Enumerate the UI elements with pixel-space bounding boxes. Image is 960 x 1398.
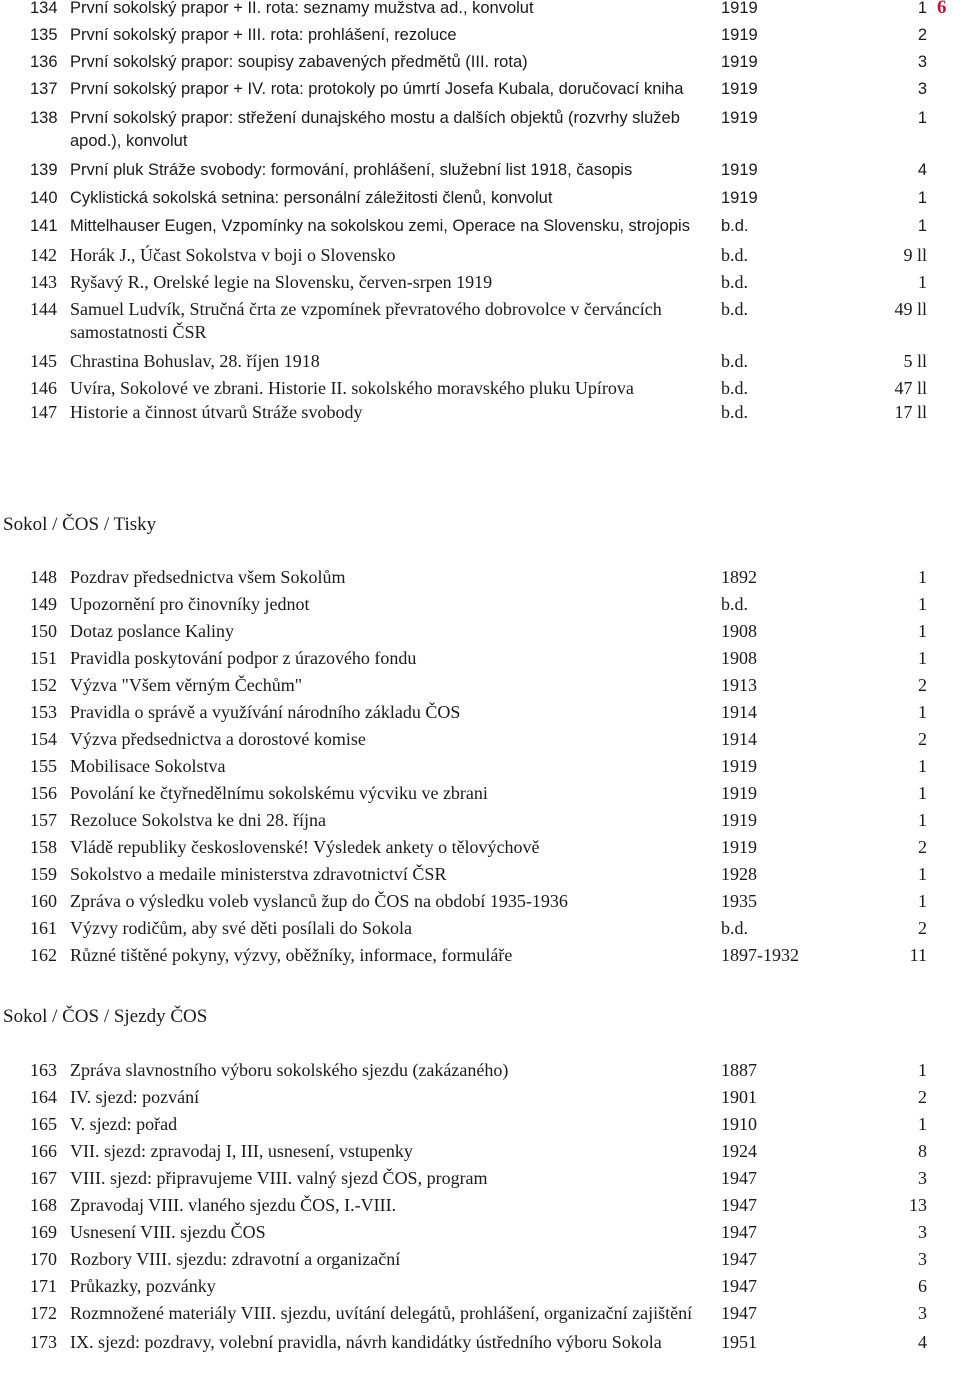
item-count: 9 ll [903, 245, 927, 265]
item-title: Výzva předsednictva a dorostové komise [70, 729, 366, 749]
item-title: První sokolský prapor + II. rota: seznamy mužstva ad., konvolut [70, 0, 534, 17]
item-title: IV. sjezd: pozvání [70, 1087, 200, 1107]
item-number: 153 [30, 702, 57, 722]
item-number: 162 [30, 945, 57, 965]
item-year: 1913 [721, 675, 757, 695]
list-item [0, 728, 940, 751]
item-year: b.d. [721, 299, 748, 319]
item-year: 1947 [721, 1303, 757, 1323]
page-number: 6 [937, 0, 947, 18]
item-number: 159 [30, 864, 57, 884]
section-1-list [0, 0, 940, 424]
list-item [0, 1086, 940, 1109]
section-heading: Sokol / ČOS / Sjezdy ČOS [3, 1006, 208, 1027]
item-count: 1 [917, 0, 927, 17]
item-count: 1 [918, 648, 927, 668]
item-number: 173 [30, 1332, 57, 1352]
item-count: 3 [918, 1249, 927, 1269]
item-year: 1919 [721, 109, 758, 127]
item-title: Rozbory VIII. sjezdu: zdravotní a organizační [70, 1249, 401, 1269]
list-item [0, 755, 940, 778]
item-title: Pravidla poskytování podpor z úrazového fondu [70, 648, 417, 668]
item-count: 3 [918, 1303, 927, 1323]
item-title: Dotaz poslance Kaliny [70, 621, 234, 641]
item-number: 136 [30, 53, 58, 71]
item-year: 1919 [721, 53, 758, 71]
item-title: Zpráva slavnostního výboru sokolského sjezdu (zakázaného) [70, 1060, 509, 1080]
item-count: 4 [918, 1332, 927, 1352]
item-count: 1 [918, 891, 927, 911]
item-title: Povolání ke čtyřnedělnímu sokolskému výcviku ve zbrani [70, 783, 488, 803]
item-year: 1919 [721, 837, 757, 857]
item-year: 1919 [721, 783, 757, 803]
item-title: Výzvy rodičům, aby své děti posílali do Sokola [70, 918, 412, 938]
list-item [0, 674, 940, 697]
item-year: 1947 [721, 1276, 757, 1296]
item-count: 1 [918, 783, 927, 803]
item-year: 1935 [721, 891, 757, 911]
item-number: 151 [30, 648, 57, 668]
list-item [0, 215, 940, 238]
list-item [0, 244, 940, 267]
list-item [0, 187, 940, 210]
list-item [0, 1167, 940, 1190]
item-count: 2 [918, 837, 927, 857]
list-item [0, 159, 940, 182]
item-count: 3 [917, 53, 927, 71]
section-2-list [0, 566, 940, 967]
item-count: 1 [918, 1114, 927, 1134]
item-year: 1951 [721, 1332, 757, 1352]
item-number: 166 [30, 1141, 57, 1161]
list-item [0, 809, 940, 832]
item-year: b.d. [721, 351, 748, 371]
item-number: 143 [30, 272, 57, 292]
item-year: 1919 [721, 26, 758, 44]
item-title: Chrastina Bohuslav, 28. říjen 1918 [70, 351, 320, 371]
item-year: 1919 [721, 189, 758, 207]
item-number: 167 [30, 1168, 57, 1188]
item-count: 49 ll [894, 299, 927, 319]
list-item [0, 782, 940, 805]
item-year: 1901 [721, 1087, 757, 1107]
item-title: Zpráva o výsledku voleb vyslanců žup do ČOS na období 1935-1936 [70, 891, 568, 911]
item-count: 47 ll [894, 378, 927, 398]
item-count: 6 [918, 1276, 927, 1296]
item-number: 171 [30, 1276, 57, 1296]
item-year: 1928 [721, 864, 757, 884]
list-item [0, 1331, 940, 1354]
list-item [0, 1113, 940, 1136]
item-year: b.d. [721, 402, 748, 422]
item-number: 152 [30, 675, 57, 695]
item-year: 1908 [721, 621, 757, 641]
item-title: Upozornění pro činovníky jednot [70, 594, 310, 614]
item-number: 142 [30, 245, 57, 265]
list-item [0, 107, 940, 153]
item-count: 1 [918, 1060, 927, 1080]
item-title: První sokolský prapor: soupisy zabavených předmětů (III. rota) [70, 53, 528, 71]
item-year: 1887 [721, 1060, 757, 1080]
item-year: 1897-1932 [721, 945, 799, 965]
item-year: b.d. [721, 594, 748, 614]
item-number: 170 [30, 1249, 57, 1269]
item-title: Vládě republiky československé! Výsledek ankety o tělovýchově [70, 837, 540, 857]
item-year: 1914 [721, 702, 757, 722]
item-title: Mittelhauser Eugen, Vzpomínky na sokolskou zemi, Operace na Slovensku, strojopis [70, 217, 690, 235]
item-title: VIII. sjezd: připravujeme VIII. valný sjezd ČOS, program [70, 1168, 488, 1188]
item-year: 1892 [721, 567, 757, 587]
item-count: 3 [917, 80, 927, 98]
list-item [0, 0, 940, 20]
item-number: 137 [30, 80, 58, 98]
item-number: 154 [30, 729, 57, 749]
list-item [0, 890, 940, 913]
item-count: 17 ll [894, 402, 927, 422]
list-item [0, 377, 940, 400]
item-number: 150 [30, 621, 57, 641]
item-year: 1919 [721, 161, 758, 179]
item-year: 1947 [721, 1222, 757, 1242]
item-number: 155 [30, 756, 57, 776]
item-title: První sokolský prapor + III. rota: prohlášení, rezoluce [70, 26, 457, 44]
item-count: 1 [918, 756, 927, 776]
item-count: 4 [917, 161, 927, 179]
item-count: 1 [917, 109, 927, 127]
item-number: 145 [30, 351, 57, 371]
item-title: Rezoluce Sokolstva ke dni 28. října [70, 810, 326, 830]
item-count: 1 [918, 272, 927, 292]
list-item [0, 350, 940, 373]
item-count: 3 [918, 1168, 927, 1188]
item-title: IX. sjezd: pozdravy, volební pravidla, návrh kandidátky ústředního výboru Sokola [70, 1332, 662, 1352]
item-number: 158 [30, 837, 57, 857]
item-count: 2 [917, 26, 927, 44]
list-item [0, 298, 940, 344]
item-number: 168 [30, 1195, 57, 1215]
item-year: 1908 [721, 648, 757, 668]
item-title: Pravidla o správě a využívání národního základu ČOS [70, 702, 461, 722]
item-title: Průkazky, pozvánky [70, 1276, 216, 1296]
item-number: 139 [30, 161, 58, 179]
item-number: 169 [30, 1222, 57, 1242]
list-item [0, 647, 940, 670]
item-title: V. sjezd: pořad [70, 1114, 178, 1134]
item-number: 144 [30, 299, 57, 319]
item-count: 2 [918, 675, 927, 695]
list-item [0, 1275, 940, 1298]
item-count: 5 ll [903, 351, 927, 371]
item-title: První sokolský prapor: střežení dunajského mostu a dalších objektů (rozvrhy služeb apod.), konvolut [70, 109, 680, 150]
item-count: 13 [909, 1195, 927, 1215]
list-item [0, 1248, 940, 1271]
item-count: 1 [918, 702, 927, 722]
item-number: 161 [30, 918, 57, 938]
item-year: b.d. [721, 217, 749, 235]
item-title: Horák J., Účast Sokolstva v boji o Slovensko [70, 245, 396, 265]
item-number: 165 [30, 1114, 57, 1134]
item-title: Historie a činnost útvarů Stráže svobody [70, 402, 363, 422]
item-title: Pozdrav předsednictva všem Sokolům [70, 567, 346, 587]
item-year: 1914 [721, 729, 757, 749]
item-year: 1947 [721, 1249, 757, 1269]
item-title: Sokolstvo a medaile ministerstva zdravotnictví ČSR [70, 864, 447, 884]
item-year: 1919 [721, 80, 758, 98]
list-item [0, 78, 940, 101]
item-number: 147 [30, 402, 57, 422]
item-count: 1 [918, 567, 927, 587]
item-number: 164 [30, 1087, 57, 1107]
item-year: b.d. [721, 378, 748, 398]
item-year: b.d. [721, 245, 748, 265]
item-count: 11 [909, 945, 927, 965]
list-item [0, 271, 940, 294]
item-title: První sokolský prapor + IV. rota: protokoly po úmrtí Josefa Kubala, doručovací kniha [70, 80, 684, 98]
item-title: Cyklistická sokolská setnina: personální záležitosti členů, konvolut [70, 189, 553, 207]
list-item [0, 863, 940, 886]
list-item [0, 620, 940, 643]
list-item [0, 401, 940, 424]
list-item [0, 24, 940, 47]
item-title: Uvíra, Sokolové ve zbrani. Historie II. sokolského moravského pluku Upírova [70, 378, 634, 398]
item-title: Výzva "Všem věrným Čechům" [70, 675, 303, 695]
item-title: Různé tištěné pokyny, výzvy, oběžníky, informace, formuláře [70, 945, 513, 965]
item-number: 157 [30, 810, 57, 830]
item-number: 135 [30, 26, 58, 44]
item-number: 134 [30, 0, 58, 17]
item-count: 8 [918, 1141, 927, 1161]
list-item [0, 917, 940, 940]
item-number: 138 [30, 109, 58, 127]
item-year: 1910 [721, 1114, 757, 1134]
item-count: 2 [918, 729, 927, 749]
item-title: Samuel Ludvík, Stručná črta ze vzpomínek převratového dobrovolce v červáncích samostatnosti ČSR [70, 299, 662, 342]
item-count: 1 [918, 594, 927, 614]
item-count: 1 [917, 189, 927, 207]
item-count: 1 [918, 621, 927, 641]
item-year: 1919 [721, 810, 757, 830]
item-year: b.d. [721, 272, 748, 292]
item-count: 2 [918, 918, 927, 938]
list-item [0, 51, 940, 74]
item-number: 141 [30, 217, 58, 235]
item-year: 1919 [721, 756, 757, 776]
section-3-list [0, 1059, 940, 1354]
list-item [0, 593, 940, 616]
list-item [0, 566, 940, 589]
item-number: 149 [30, 594, 57, 614]
item-number: 160 [30, 891, 57, 911]
item-count: 2 [918, 1087, 927, 1107]
item-year: 1924 [721, 1141, 757, 1161]
item-count: 1 [918, 864, 927, 884]
item-title: První pluk Stráže svobody: formování, prohlášení, služební list 1918, časopis [70, 161, 633, 179]
list-item [0, 701, 940, 724]
list-item [0, 1221, 940, 1244]
item-number: 172 [30, 1303, 57, 1323]
item-title: Ryšavý R., Orelské legie na Slovensku, červen-srpen 1919 [70, 272, 493, 292]
list-item [0, 1140, 940, 1163]
item-title: VII. sjezd: zpravodaj I, III, usnesení, vstupenky [70, 1141, 413, 1161]
item-number: 140 [30, 189, 58, 207]
item-title: Rozmnožené materiály VIII. sjezdu, uvítání delegátů, prohlášení, organizační zajištění [70, 1303, 693, 1323]
item-number: 146 [30, 378, 57, 398]
item-title: Usnesení VIII. sjezdu ČOS [70, 1222, 266, 1242]
item-year: 1919 [721, 0, 758, 17]
list-item [0, 1302, 940, 1325]
list-item [0, 1059, 940, 1082]
item-year: 1947 [721, 1168, 757, 1188]
item-year: b.d. [721, 918, 748, 938]
list-item [0, 1194, 940, 1217]
list-item [0, 836, 940, 859]
list-item [0, 944, 940, 967]
section-heading: Sokol / ČOS / Tisky [3, 514, 157, 535]
item-title: Mobilisace Sokolstva [70, 756, 226, 776]
item-count: 1 [917, 217, 927, 235]
item-count: 3 [918, 1222, 927, 1242]
item-number: 156 [30, 783, 57, 803]
item-number: 148 [30, 567, 57, 587]
item-count: 1 [918, 810, 927, 830]
item-title: Zpravodaj VIII. vlaného sjezdu ČOS, I.-VIII. [70, 1195, 397, 1215]
item-number: 163 [30, 1060, 57, 1080]
item-year: 1947 [721, 1195, 757, 1215]
